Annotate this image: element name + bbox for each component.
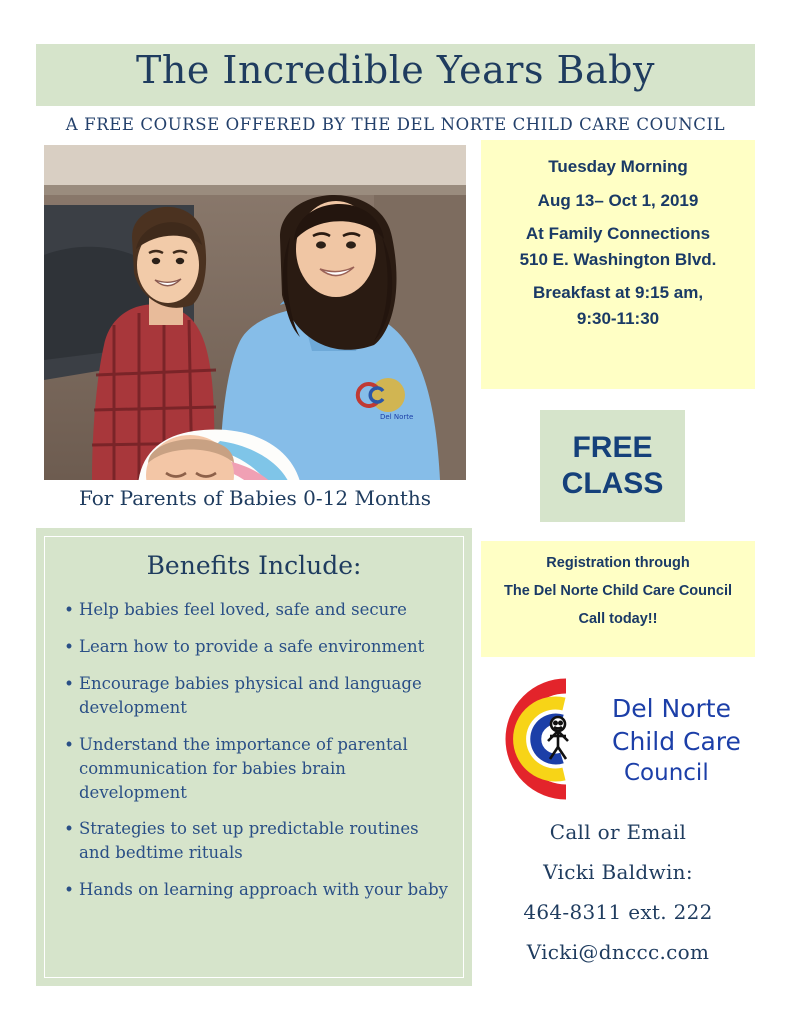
benefits-inner-border: [44, 536, 464, 978]
registration-line: Call today!!: [578, 611, 658, 627]
page-title: The Incredible Years Baby: [136, 48, 655, 92]
schedule-line: Breakfast at 9:15 am,: [532, 283, 704, 303]
contact-block: [481, 820, 755, 964]
bullet-icon: •: [65, 599, 73, 619]
list-item: [59, 817, 449, 865]
benefit-text: Hands on learning approach with your baby: [79, 880, 448, 900]
bullet-icon: •: [65, 879, 73, 900]
schedule-box: [481, 140, 755, 389]
benefit-text: Understand the importance of parental communication for babies brain development: [79, 734, 408, 802]
benefits-title: Benefits Include:: [146, 551, 362, 580]
schedule-line: At Family Connections: [525, 224, 711, 244]
schedule-line: 510 E. Washington Blvd.: [519, 249, 717, 269]
registration-box: [481, 541, 755, 657]
page-subtitle: A FREE COURSE OFFERED BY THE DEL NORTE CHILD CARE COUNCIL: [65, 115, 726, 134]
svg-text:Del Norte: Del Norte: [380, 413, 414, 421]
benefit-text: Encourage babies physical and language development: [79, 673, 422, 717]
benefit-text: Strategies to set up predictable routines and bedtime rituals: [79, 819, 419, 863]
logo-line1: Del Norte: [612, 694, 731, 723]
schedule-line: Tuesday Morning: [548, 157, 688, 176]
list-item: [59, 878, 449, 902]
bullet-icon: •: [65, 818, 73, 839]
contact-email: Vicki@dnccc.com: [526, 940, 710, 964]
benefits-panel: [36, 528, 472, 986]
benefit-text: Learn how to provide a safe environment: [79, 636, 425, 656]
contact-name: Vicki Baldwin:: [543, 860, 693, 884]
list-item: [59, 635, 449, 659]
free-class-badge: [540, 410, 685, 522]
bullet-icon: •: [65, 733, 73, 754]
bullet-icon: •: [65, 635, 73, 656]
logo-line3: Council: [624, 760, 709, 786]
schedule-line: 9:30-11:30: [576, 308, 660, 328]
registration-line: The Del Norte Child Care Council: [504, 583, 732, 599]
list-item: [59, 733, 449, 805]
registration-line: Registration through: [546, 555, 690, 571]
free-class-line1: FREE: [572, 431, 653, 464]
free-class-line2: CLASS: [561, 467, 664, 500]
list-item: [59, 598, 449, 622]
benefit-text: Help babies feel loved, safe and secure: [79, 600, 407, 619]
contact-phone: 464-8311 ext. 222: [523, 900, 713, 924]
schedule-line: Aug 13– Oct 1, 2019: [537, 190, 699, 210]
bullet-icon: •: [65, 672, 73, 693]
family-photo: [44, 145, 466, 480]
contact-line: Call or Email: [549, 820, 687, 844]
photo-illustration: [44, 145, 466, 480]
logo-line2: Child Care: [612, 727, 741, 756]
photo-caption: For Parents of Babies 0-12 Months: [78, 486, 432, 510]
list-item: [59, 672, 449, 720]
organization-logo: [494, 672, 746, 807]
